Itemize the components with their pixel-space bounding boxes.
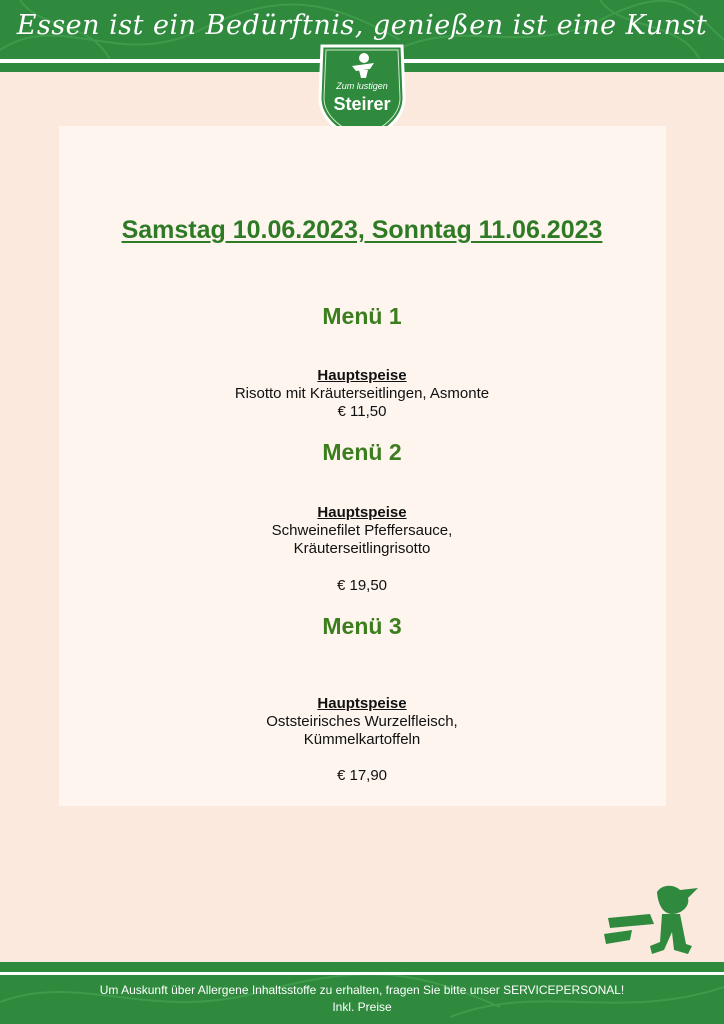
menu-2-price: € 19,50 — [336, 577, 388, 594]
prices-note: Inkl. Preise — [332, 1000, 392, 1014]
menu-2-title: Menü 2 — [322, 439, 402, 465]
menu-3-title: Menü 3 — [322, 613, 402, 639]
menu-1-title: Menü 1 — [322, 303, 402, 329]
mascot-icon — [602, 884, 702, 964]
logo-line-1: Zum lustigen — [336, 81, 388, 91]
menu-1-price: € 11,50 — [337, 403, 387, 420]
menu-3-dish-line-1: Oststeirisches Wurzelfleisch, — [266, 713, 458, 730]
footer-banner — [0, 962, 724, 1024]
footer-white-stripe — [0, 972, 724, 975]
menu-1-course: Hauptspeise — [317, 367, 407, 384]
menu-3-course: Hauptspeise — [317, 695, 407, 712]
allergen-notice: Um Auskunft über Allergene Inhaltsstoffe zu erhalten, fragen Sie bitte unser SERVICEPERSONAL! — [99, 983, 625, 997]
menu-3-price: € 17,90 — [336, 767, 388, 784]
menu-3-dish-line-2: Kümmelkartoffeln — [303, 731, 421, 748]
menu-2-dish-line-2: Kräuterseitlingrisotto — [293, 540, 431, 557]
footer-notice — [0, 982, 724, 1016]
menu-1-dish-line-1: Risotto mit Kräuterseitlingen, Asmonte — [234, 385, 490, 402]
logo-line-2: Steirer — [333, 94, 391, 114]
date-title: Samstag 10.06.2023, Sonntag 11.06.2023 — [121, 216, 603, 244]
header-tagline: Essen ist ein Bedürftnis, genießen ist eine Kunst — [16, 10, 708, 41]
menu-2-dish-line-1: Schweinefilet Pfeffersauce, — [271, 522, 453, 539]
menu-2-course: Hauptspeise — [317, 504, 407, 521]
